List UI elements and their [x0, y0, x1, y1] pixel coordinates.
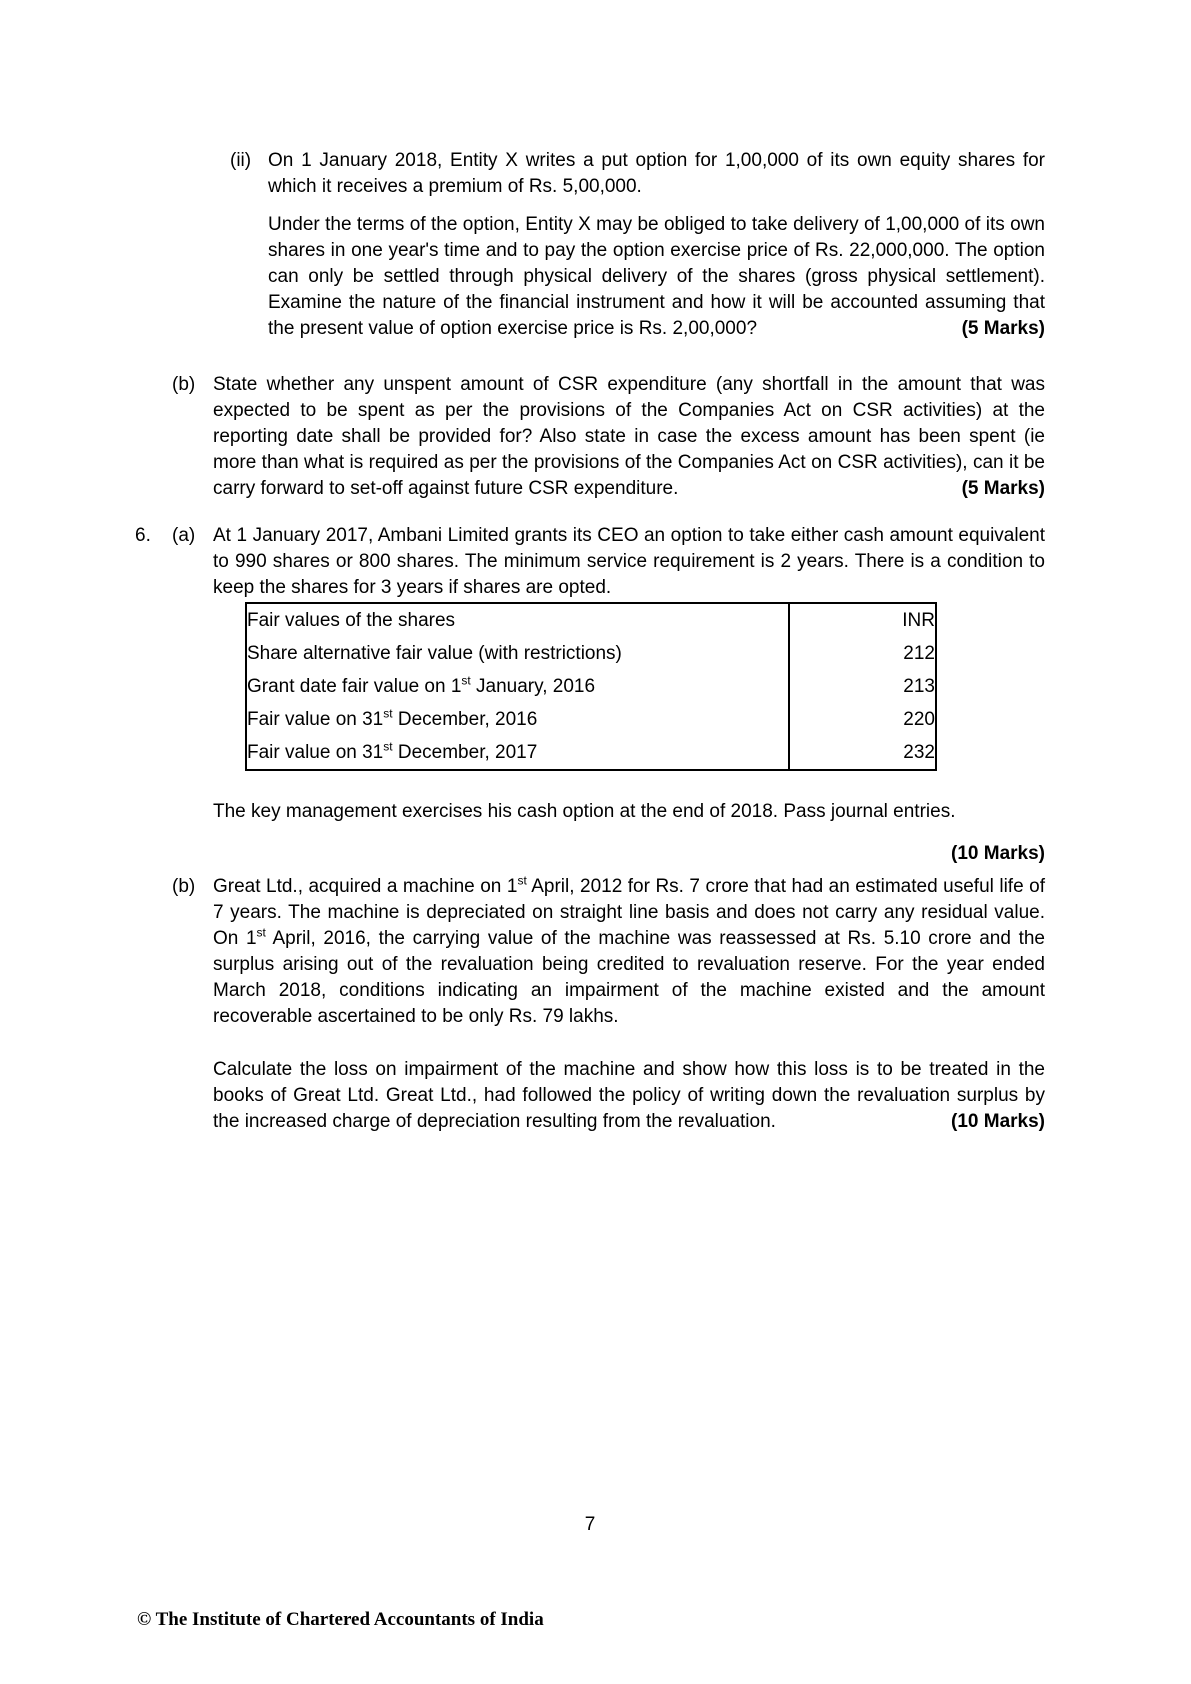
table-cell-label: Share alternative fair value (with restrictions): [247, 642, 622, 664]
table-cell-value: INR: [789, 603, 936, 637]
item-body-ii: [268, 148, 1045, 372]
item-body-5b: [213, 372, 1045, 523]
paragraph-option-terms: [268, 212, 1045, 342]
marks-badge: (10 Marks): [951, 1109, 1045, 1135]
table-cell-label: Fair value on 31st December, 2016: [247, 706, 538, 730]
fair-values-table: [245, 602, 937, 771]
paragraph-text: State whether any unspent amount of CSR expenditure (any shortfall in the amount that was expected to be spent as per the provisions of the Companies Act on CSR activities) at the reporting date shall be provided for? Also state in case the excess amount has been spent (ie more than what is required as per the provisions of the Companies Act on CSR activities), can it be carry forward to set-off against future CSR expenditure.: [213, 374, 1045, 499]
item-body-6b: [213, 874, 1045, 1135]
question-6b: [135, 874, 1045, 1135]
item-label-ii: (ii): [230, 150, 252, 171]
marks-badge: (10 Marks): [951, 843, 1045, 864]
table-cell-value: 232: [789, 736, 936, 770]
paragraph-text: Calculate the loss on impairment of the machine and show how this loss is to be treated in the books of Great Ltd. Great Ltd., had followed the policy of writing down the revaluation surplus by the increased charge of depreciation resulting from the revaluation.: [213, 1059, 1045, 1132]
table-cell-label: Fair value on 31st December, 2017: [247, 739, 538, 763]
page-number: 7: [584, 1514, 596, 1535]
table-row: [246, 637, 936, 670]
paragraph-text: Under the terms of the option, Entity X may be obliged to take delivery of 1,00,000 of its own shares in one year's time and to pay the option exercise price of Rs. 22,000,000. The option can only be settled through physical delivery of the shares (gross physical settlement). Examine the nature of the financial instrument and how it will be accounted assuming that the present value of option exercise price is Rs. 2,00,000?: [268, 214, 1045, 339]
paragraph-impairment: [213, 1057, 1045, 1135]
question-item-5b: [135, 372, 1045, 523]
table-cell-value: 220: [789, 703, 936, 736]
table-cell-label: Grant date fair value on 1st January, 2016: [247, 673, 596, 697]
item-label-b: (b): [172, 876, 196, 897]
footer-copyright: © The Institute of Chartered Accountants of India: [137, 1609, 544, 1630]
item-label-b: (b): [172, 374, 196, 395]
item-label-a: (a): [172, 525, 196, 546]
table-cell-value: 212: [789, 637, 936, 670]
marks-badge: (5 Marks): [962, 476, 1045, 502]
question-item-ii: [135, 148, 1045, 372]
table-row: [246, 703, 936, 736]
paragraph-put-option: On 1 January 2018, Entity X writes a put option for 1,00,000 of its own equity shares for which it receives a premium of Rs. 5,00,000.: [268, 150, 1045, 197]
table-cell-value: 213: [789, 670, 936, 703]
paragraph-csr: [213, 372, 1045, 502]
question-6a: [135, 523, 1045, 874]
page-content: [135, 148, 1045, 1135]
table-row: [246, 603, 936, 637]
marks-badge: (5 Marks): [962, 316, 1045, 342]
table-row: [246, 670, 936, 703]
paragraph-machine: Great Ltd., acquired a machine on 1st April, 2012 for Rs. 7 crore that had an estimated useful life of 7 years. The machine is depreciated on straight line basis and does not carry any residual value. On 1st April, 2016, the carrying value of the machine was reassessed at Rs. 5.10 crore and the surplus arising out of the revaluation being credited to revaluation reserve. For the year ended March 2018, conditions indicating an impairment of the machine existed and the amount recoverable ascertained to be only Rs. 79 lakhs.: [213, 873, 1045, 1027]
paragraph-sbp-intro: At 1 January 2017, Ambani Limited grants its CEO an option to take either cash amount equivalent to 990 shares or 800 shares. The minimum service requirement is 2 years. There is a condition to keep the shares for 3 years if shares are opted.: [213, 525, 1045, 598]
table-row: [246, 736, 936, 770]
paragraph-journal-entries: The key management exercises his cash option at the end of 2018. Pass journal entries.: [213, 801, 956, 822]
table-cell-label: Fair values of the shares: [247, 609, 456, 631]
question-number: 6.: [135, 525, 151, 546]
item-body-6a: [213, 523, 1045, 874]
